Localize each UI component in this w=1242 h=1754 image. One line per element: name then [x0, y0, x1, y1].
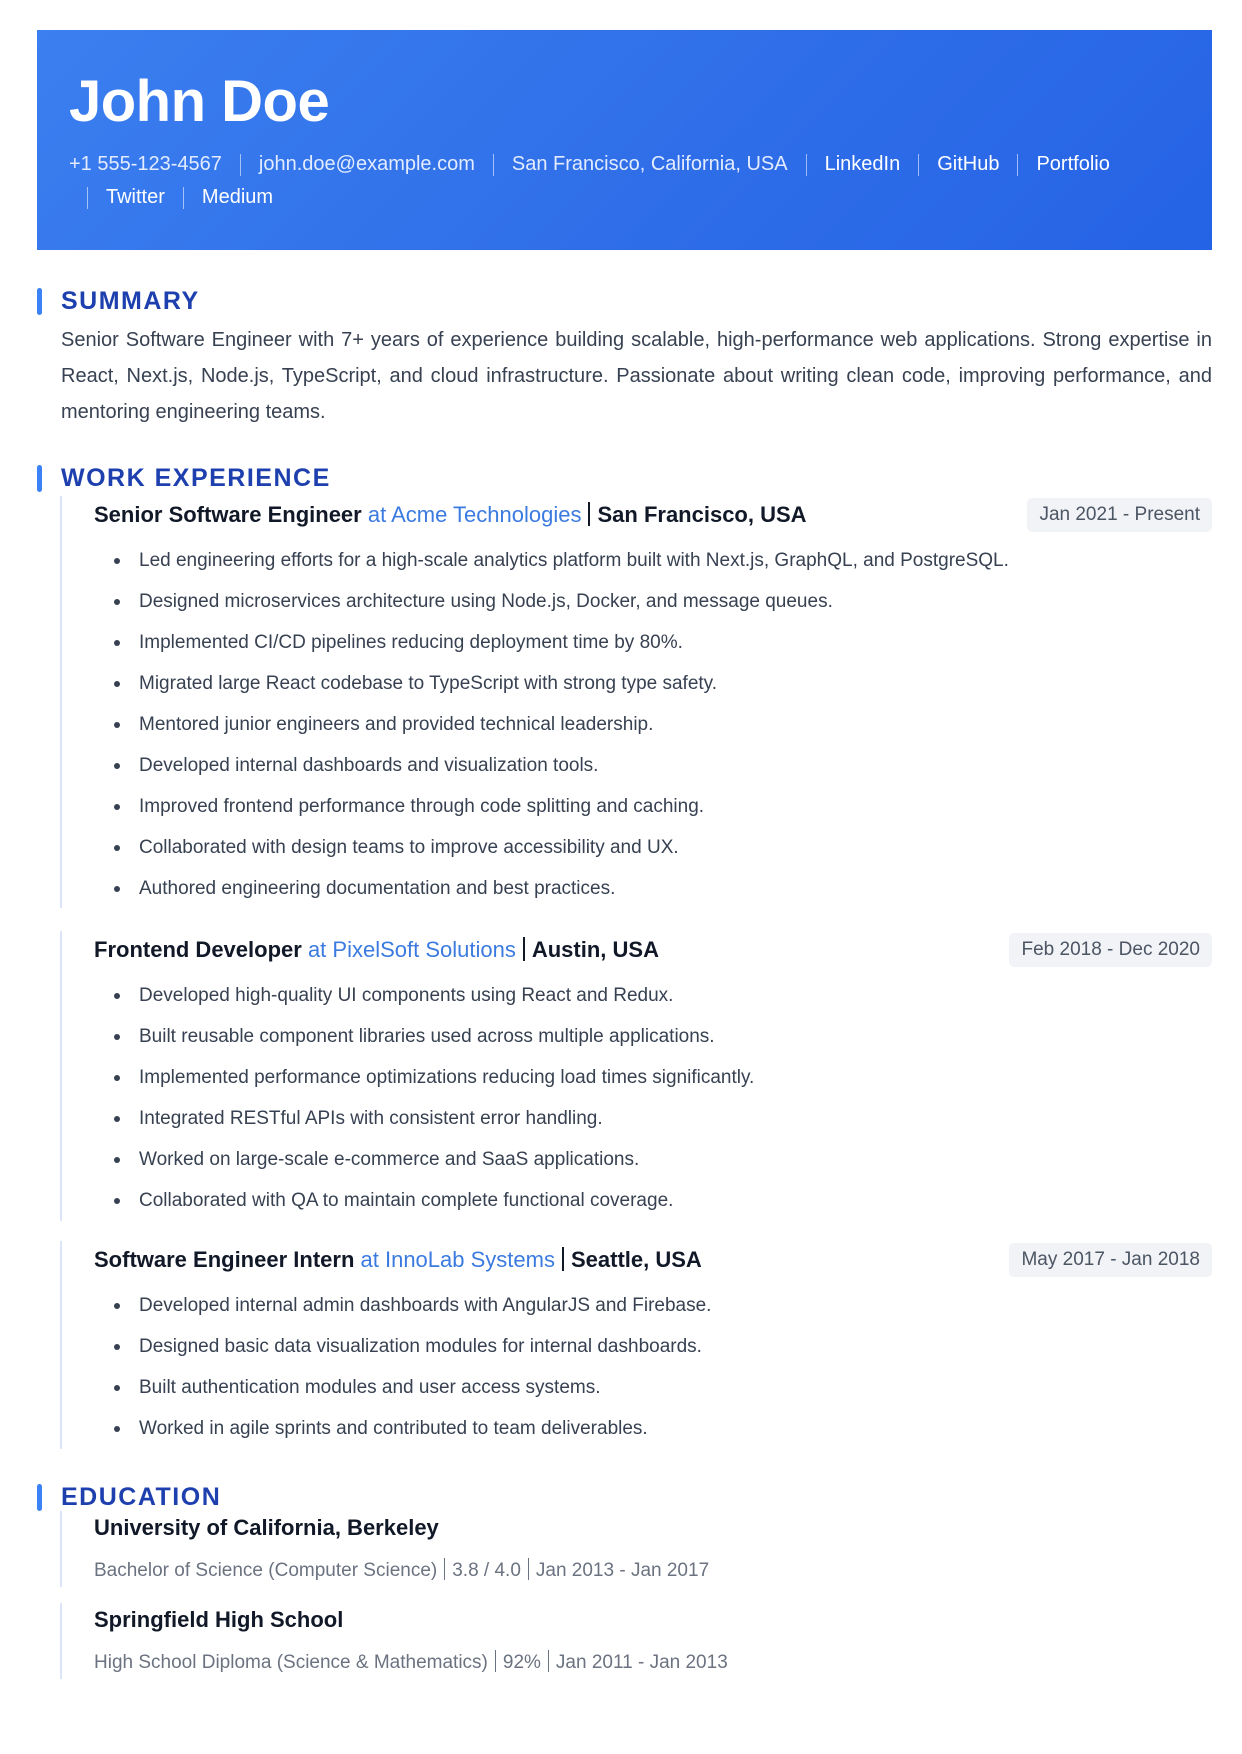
experience-section — [37, 463, 1212, 493]
candidate-name: John Doe — [69, 69, 330, 134]
section-heading — [37, 286, 1212, 316]
education-dates: Jan 2011 - Jan 2013 — [555, 1652, 728, 1673]
bullet-item: Developed high-quality UI components using React and Redux. — [94, 975, 1212, 1016]
section-accent-bar — [37, 1484, 42, 1511]
separator — [528, 1558, 529, 1580]
bullet-icon — [114, 558, 120, 564]
separator — [1017, 154, 1018, 176]
bullet-icon — [114, 1385, 120, 1391]
summary-title: SUMMARY — [61, 286, 200, 315]
bullet-icon — [114, 886, 120, 892]
summary-text: Senior Software Engineer with 7+ years of experience building scalable, high-performance web applications. Strong expertise in React, Next.js, Node.js, TypeScript, and cloud infrastructure. Passionate about writing clean code, improving performance, and mentoring engineering teams. — [61, 329, 1212, 423]
medium-link[interactable]: Medium — [165, 181, 273, 214]
bullet-icon — [114, 1303, 120, 1309]
separator — [548, 1650, 549, 1672]
bullet-item: Integrated RESTful APIs with consistent error handling. — [94, 1098, 1212, 1139]
job-entry — [60, 1241, 1212, 1449]
bullet-icon — [114, 1344, 120, 1350]
bullet-item: Authored engineering documentation and best practices. — [94, 868, 1212, 909]
degree: Bachelor of Science (Computer Science) — [94, 1560, 438, 1581]
bullet-icon — [114, 804, 120, 810]
education-dates: Jan 2013 - Jan 2017 — [535, 1560, 710, 1581]
bullet-icon — [114, 1034, 120, 1040]
job-company: at InnoLab Systems — [360, 1247, 555, 1272]
job-title-line — [94, 937, 659, 963]
resume-header — [37, 30, 1212, 250]
contact-list — [69, 148, 1179, 214]
separator — [806, 154, 807, 176]
bullet-item: Led engineering efforts for a high-scale analytics platform built with Next.js, GraphQL, and PostgreSQL. — [94, 540, 1212, 581]
education-entry — [60, 1511, 1212, 1587]
bullet-item: Built reusable component libraries used across multiple applications. — [94, 1016, 1212, 1057]
section-heading — [37, 1482, 1212, 1512]
job-location: San Francisco, USA — [597, 502, 807, 527]
section-accent-bar — [37, 288, 42, 315]
bullet-item: Mentored junior engineers and provided technical leadership. — [94, 704, 1212, 745]
separator — [493, 154, 494, 176]
separator — [87, 187, 88, 209]
bullet-icon — [114, 599, 120, 605]
bullet-item: Designed basic data visualization modules for internal dashboards. — [94, 1326, 1212, 1367]
separator — [588, 502, 590, 526]
contact-phone[interactable]: +1 555-123-4567 — [69, 153, 222, 175]
bullet-icon — [114, 845, 120, 851]
bullet-item: Worked in agile sprints and contributed to team deliverables. — [94, 1408, 1212, 1449]
school-name: University of California, Berkeley — [94, 1515, 439, 1540]
bullet-icon — [114, 1075, 120, 1081]
job-entry — [60, 496, 1212, 908]
job-entry — [60, 931, 1212, 1221]
twitter-link[interactable]: Twitter — [69, 181, 165, 214]
education-entry — [60, 1603, 1212, 1679]
job-bullets — [94, 1285, 1212, 1449]
separator — [240, 154, 241, 176]
job-location: Austin, USA — [531, 937, 659, 962]
summary-section — [37, 286, 1212, 430]
experience-title: WORK EXPERIENCE — [61, 463, 331, 492]
bullet-icon — [114, 1157, 120, 1163]
job-role: Software Engineer Intern — [94, 1247, 355, 1272]
bullet-icon — [114, 763, 120, 769]
job-bullets — [94, 540, 1212, 909]
job-company: at PixelSoft Solutions — [307, 937, 516, 962]
bullet-item: Collaborated with QA to maintain complete functional coverage. — [94, 1180, 1212, 1221]
bullet-icon — [114, 640, 120, 646]
school-name: Springfield High School — [94, 1607, 344, 1632]
degree: High School Diploma (Science & Mathematics) — [94, 1652, 488, 1673]
education-details — [94, 1649, 1212, 1677]
job-bullets — [94, 975, 1212, 1221]
job-header — [94, 496, 1212, 534]
bullet-icon — [114, 722, 120, 728]
bullet-item: Improved frontend performance through code splitting and caching. — [94, 786, 1212, 827]
portfolio-link[interactable]: Portfolio — [999, 148, 1109, 181]
bullet-item: Migrated large React codebase to TypeScript with strong type safety. — [94, 663, 1212, 704]
job-company: at Acme Technologies — [367, 502, 582, 527]
linkedin-link[interactable]: LinkedIn — [788, 148, 901, 181]
bullet-icon — [114, 681, 120, 687]
job-header — [94, 931, 1212, 969]
bullet-item: Implemented performance optimizations reducing load times significantly. — [94, 1057, 1212, 1098]
section-accent-bar — [37, 465, 42, 492]
job-dates: May 2017 - Jan 2018 — [1009, 1243, 1212, 1277]
bullet-item: Implemented CI/CD pipelines reducing deployment time by 80%. — [94, 622, 1212, 663]
education-details — [94, 1557, 1212, 1585]
bullet-item: Worked on large-scale e-commerce and SaaS applications. — [94, 1139, 1212, 1180]
separator — [523, 937, 525, 961]
separator — [444, 1558, 445, 1580]
separator — [495, 1650, 496, 1672]
bullet-icon — [114, 1426, 120, 1432]
contact-location: San Francisco, California, USA — [475, 148, 788, 181]
job-dates: Feb 2018 - Dec 2020 — [1009, 933, 1212, 967]
job-title-line — [94, 502, 807, 528]
education-title: EDUCATION — [61, 1482, 222, 1511]
contact-email[interactable]: john.doe@example.com — [222, 148, 475, 181]
bullet-item: Designed microservices architecture using Node.js, Docker, and message queues. — [94, 581, 1212, 622]
bullet-item: Built authentication modules and user access systems. — [94, 1367, 1212, 1408]
separator — [562, 1247, 564, 1271]
job-header — [94, 1241, 1212, 1279]
separator — [918, 154, 919, 176]
grade: 92% — [502, 1652, 541, 1673]
github-link[interactable]: GitHub — [900, 148, 999, 181]
bullet-icon — [114, 993, 120, 999]
bullet-item: Developed internal admin dashboards with AngularJS and Firebase. — [94, 1285, 1212, 1326]
bullet-item: Collaborated with design teams to improve accessibility and UX. — [94, 827, 1212, 868]
job-role: Senior Software Engineer — [94, 502, 362, 527]
gpa: 3.8 / 4.0 — [452, 1560, 521, 1581]
job-dates: Jan 2021 - Present — [1027, 498, 1212, 532]
bullet-item: Developed internal dashboards and visualization tools. — [94, 745, 1212, 786]
job-title-line — [94, 1247, 702, 1273]
education-section — [37, 1482, 1212, 1512]
separator — [183, 187, 184, 209]
bullet-icon — [114, 1198, 120, 1204]
job-role: Frontend Developer — [94, 937, 302, 962]
section-heading — [37, 463, 1212, 493]
bullet-icon — [114, 1116, 120, 1122]
job-location: Seattle, USA — [570, 1247, 702, 1272]
